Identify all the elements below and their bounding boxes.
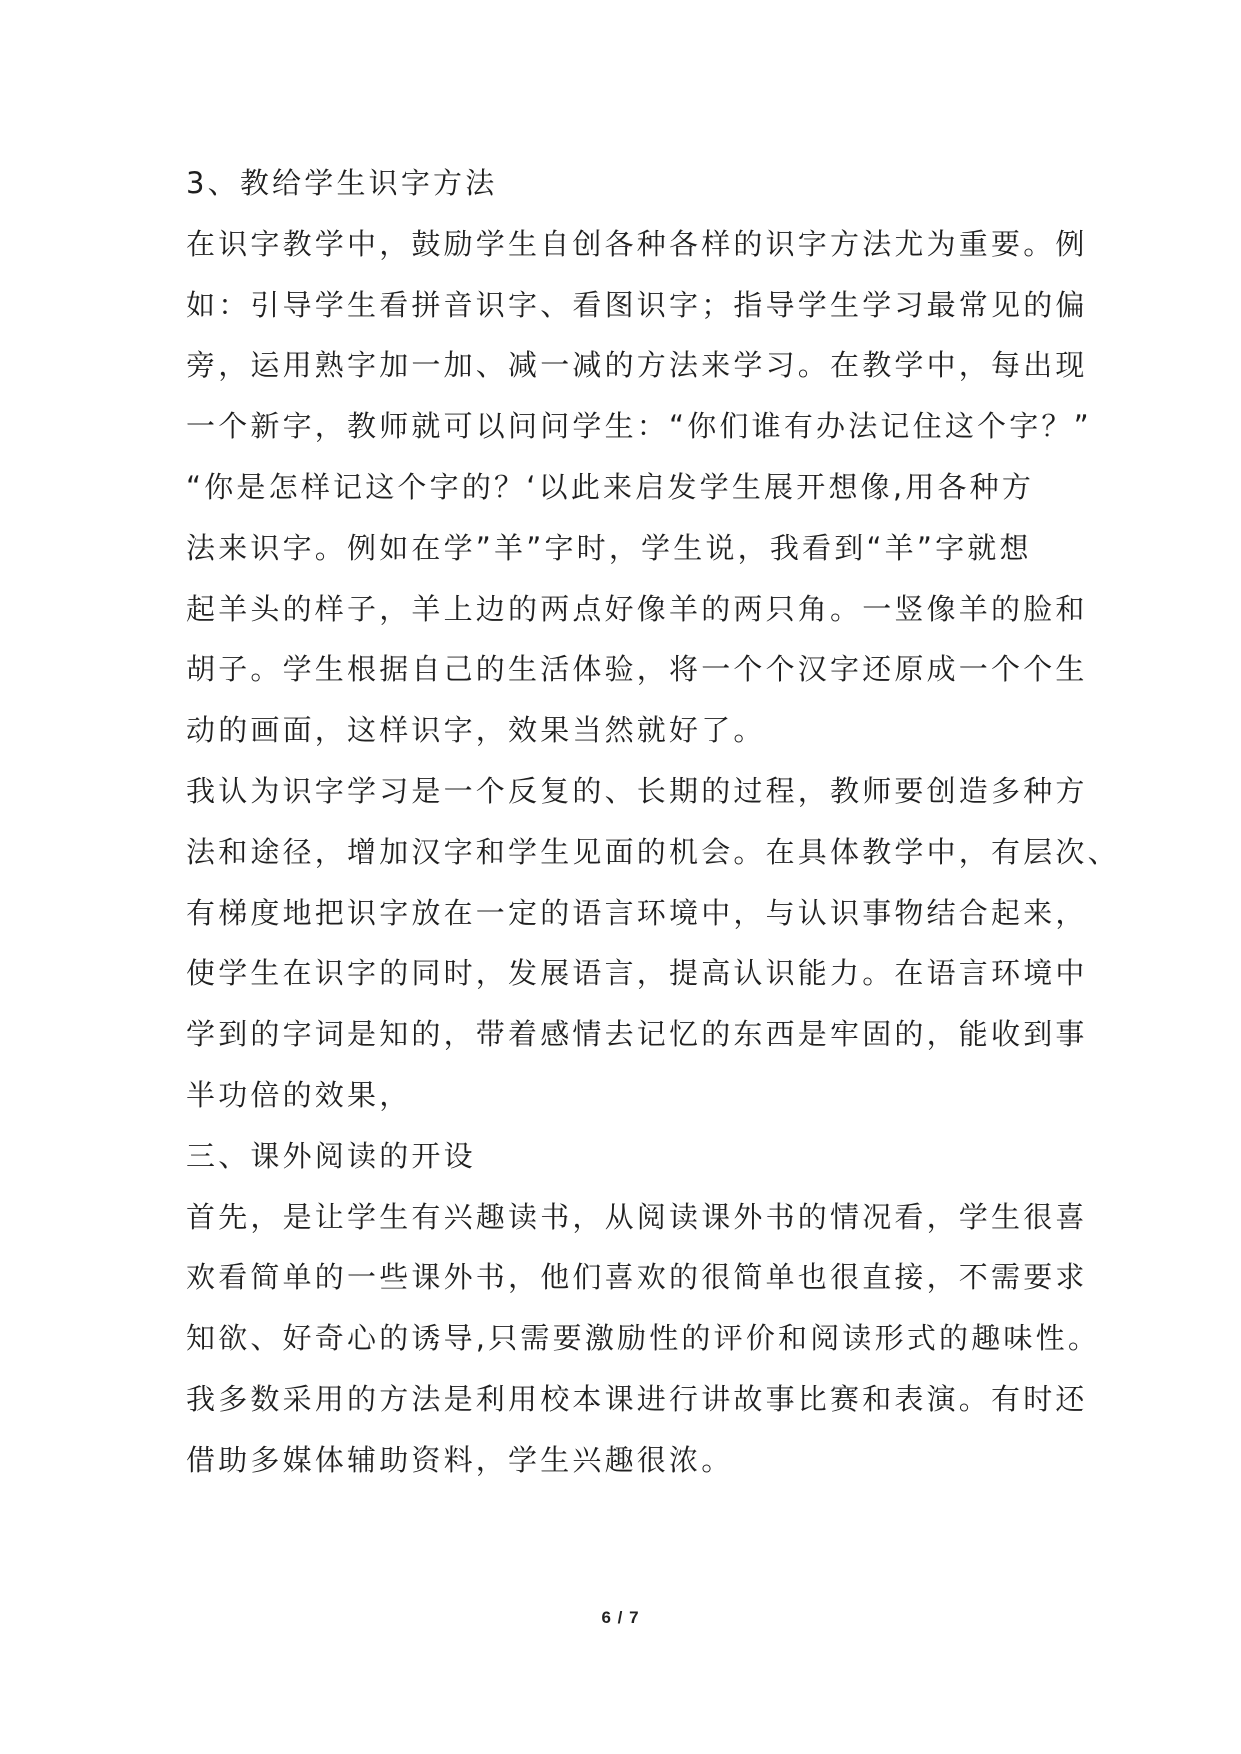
paragraph-line: 学到的字词是知的，带着感情去记忆的东西是牢固的，能收到事 [186, 1017, 1088, 1052]
section-heading: 三、课外阅读的开设 [186, 1138, 476, 1173]
paragraph-line: 旁，运用熟字加一加、减一减的方法来学习。在教学中，每出现 [186, 348, 1088, 383]
paragraph-line: 借助多媒体辅助资料，学生兴趣很浓。 [186, 1442, 734, 1477]
paragraph-line: 首先，是让学生有兴趣读书，从阅读课外书的情况看，学生很喜 [186, 1199, 1088, 1234]
paragraph-line: 半功倍的效果， [186, 1077, 412, 1112]
paragraph-line: 使学生在识字的同时，发展语言，提高认识能力。在语言环境中 [186, 956, 1088, 991]
paragraph-line: 法来识字。例如在学”羊”字时，学生说，我看到“羊”字就想 [186, 530, 1032, 565]
paragraph-line: 我多数采用的方法是利用校本课进行讲故事比赛和表演。有时还 [186, 1381, 1088, 1416]
paragraph-line: “你是怎样记这个字的？‘以此来启发学生展开想像,用各种方 [186, 469, 1035, 504]
paragraph-line: 知欲、好奇心的诱导,只需要激励性的评价和阅读形式的趣味性。 [186, 1321, 1101, 1356]
paragraph-line: 法和途径，增加汉字和学生见面的机会。在具体教学中，有层次、 [186, 834, 1120, 869]
paragraph-line: 胡子。学生根据自己的生活体验，将一个个汉字还原成一个个生 [186, 652, 1088, 687]
paragraph-line: 我认为识字学习是一个反复的、长期的过程，教师要创造多种方 [186, 773, 1088, 808]
paragraph-line: 动的画面，这样识字，效果当然就好了。 [186, 713, 766, 748]
paragraph-line: 欢看简单的一些课外书，他们喜欢的很简单也很直接，不需要求 [186, 1260, 1088, 1295]
paragraph-line: 起羊头的样子，羊上边的两点好像羊的两只角。一竖像羊的脸和 [186, 591, 1088, 626]
paragraph-line: 有梯度地把识字放在一定的语言环境中，与认识事物结合起来， [186, 895, 1088, 930]
paragraph-line: 一个新字，教师就可以问问学生：“你们谁有办法记住这个字？” [186, 409, 1092, 444]
body-text [186, 153, 1120, 1491]
page-number: 6 / 7 [601, 1608, 640, 1627]
section-heading: 3、教给学生识字方法 [186, 166, 498, 200]
paragraph-line: 在识字教学中，鼓励学生自创各种各样的识字方法尤为重要。例 [186, 226, 1088, 261]
paragraph-line: 如：引导学生看拼音识字、看图识字；指导学生学习最常见的偏 [186, 287, 1088, 322]
